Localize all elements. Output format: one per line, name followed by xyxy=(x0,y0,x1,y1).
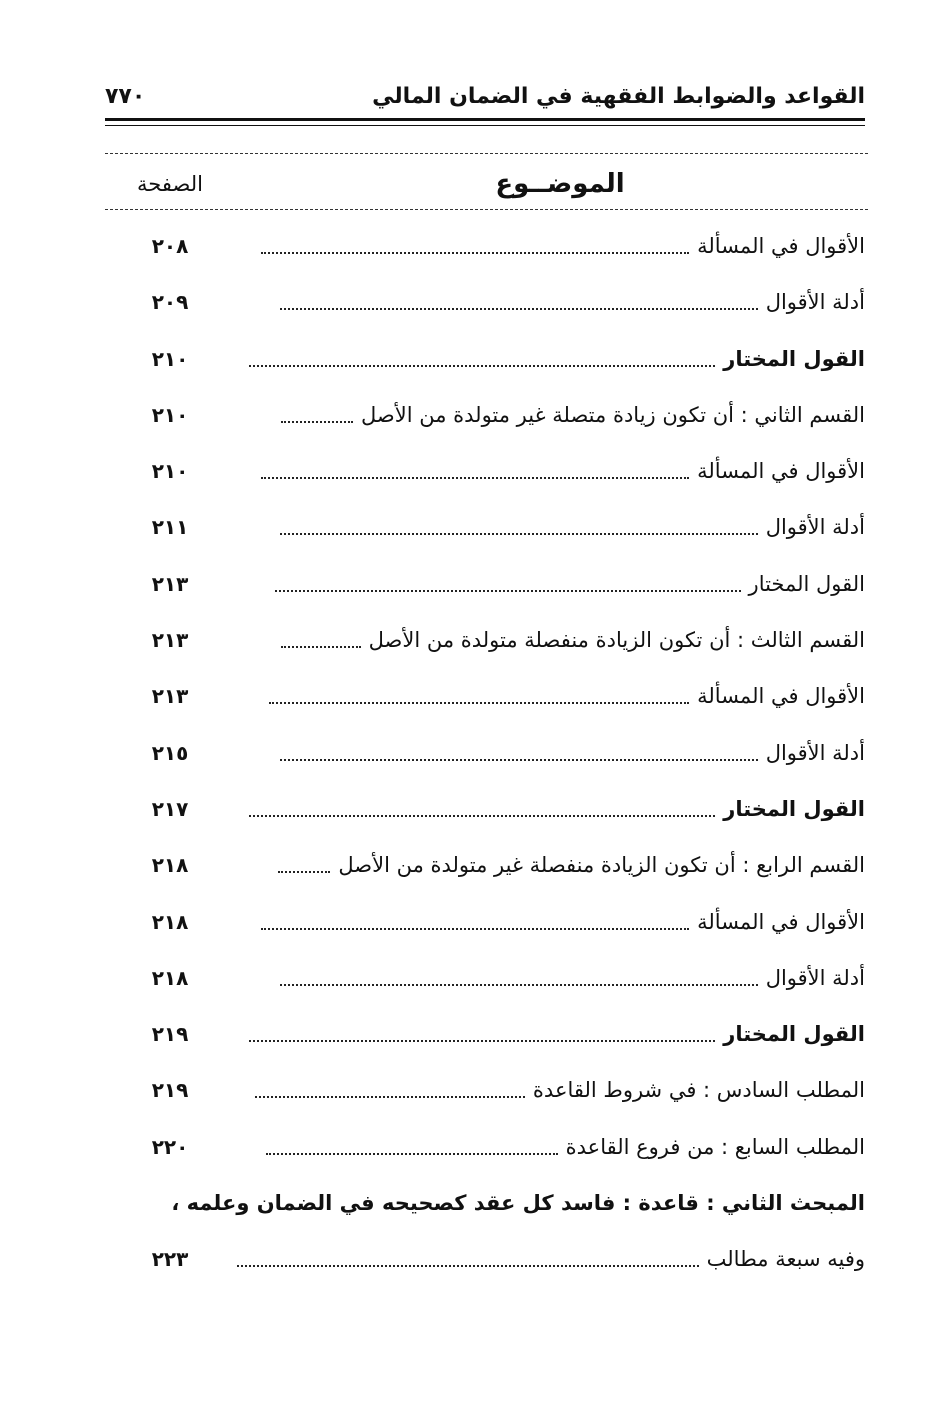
toc-entry-page: ٢٢٠ xyxy=(151,1134,189,1159)
header-rule-thick xyxy=(105,118,865,121)
toc-entry-page: ٢٠٨ xyxy=(151,234,189,258)
toc-entry-label: أدلة الأقوال xyxy=(765,740,865,765)
toc-entry-page: ٢١٨ xyxy=(151,965,189,990)
dot-leader xyxy=(249,365,715,367)
toc-row xyxy=(105,1119,865,1175)
toc-entry-page: ٢١٠ xyxy=(151,402,189,427)
toc-entry-page: ٢١٩ xyxy=(151,1078,189,1103)
toc-row xyxy=(105,218,865,274)
toc-row xyxy=(105,1175,865,1293)
dot-leader xyxy=(280,984,758,986)
toc-entry-label: القول المختار xyxy=(723,346,865,371)
dot-leader xyxy=(275,590,741,592)
toc-entry-label: الأقوال في المسألة xyxy=(697,459,865,484)
dot-leader xyxy=(278,871,330,873)
toc-row xyxy=(105,781,865,837)
dot-leader xyxy=(261,928,689,930)
toc-entry-label: الأقوال في المسألة xyxy=(697,684,865,709)
header-rule-thin xyxy=(105,125,865,126)
toc-row xyxy=(105,387,865,443)
toc-row xyxy=(105,443,865,499)
dot-leader xyxy=(266,1153,558,1155)
toc-entry-label: أدلة الأقوال xyxy=(765,290,865,315)
dot-leader xyxy=(249,1040,715,1042)
running-header xyxy=(105,80,865,114)
dot-leader xyxy=(261,477,689,479)
header-page-number: ٧٧٠ xyxy=(105,84,146,109)
toc-entry-label: القسم الرابع : أن تكون الزيادة منفصلة غير متولدة من الأصل xyxy=(338,853,865,878)
toc-entry-label: أدلة الأقوال xyxy=(765,515,865,540)
dot-leader xyxy=(261,252,689,254)
toc-entry-label-line2: وفيه سبعة مطالب xyxy=(706,1247,865,1272)
toc-entry-page: ٢١٣ xyxy=(151,628,189,653)
dot-leader xyxy=(249,815,715,817)
toc-entry-label: القول المختار xyxy=(748,571,865,596)
column-header-bottom-divider xyxy=(105,209,868,210)
toc-entry-page: ٢١٩ xyxy=(151,1022,189,1047)
toc-entry-page: ٢٢٣ xyxy=(151,1247,189,1272)
dot-leader xyxy=(269,702,689,704)
toc-row xyxy=(105,274,865,330)
dot-leader xyxy=(255,1096,525,1098)
header-title: القواعد والضوابط الفقهية في الضمان المالي xyxy=(372,84,865,109)
toc-entry-label: المطلب السابع : من فروع القاعدة xyxy=(565,1134,865,1159)
toc-entry-label: أدلة الأقوال xyxy=(765,965,865,990)
dot-leader xyxy=(237,1265,699,1267)
toc-entry-label: القول المختار xyxy=(723,1022,865,1047)
column-header-page: الصفحة xyxy=(137,172,203,196)
toc-row xyxy=(105,725,865,781)
toc-entry-page: ٢١٥ xyxy=(151,740,189,765)
toc-entry-label: القسم الثاني : أن تكون زيادة متصلة غير متولدة من الأصل xyxy=(361,402,865,427)
dot-leader xyxy=(280,759,758,761)
toc-row xyxy=(105,894,865,950)
toc-entry-page: ٢٠٩ xyxy=(151,290,189,315)
column-header-topic: الموضــوع xyxy=(495,169,625,199)
toc-entry-label: القول المختار xyxy=(723,796,865,821)
toc-entry-page: ٢١٣ xyxy=(151,571,189,596)
toc-entry-page: ٢١٨ xyxy=(151,853,189,878)
toc-row xyxy=(105,668,865,724)
dot-leader xyxy=(281,646,361,648)
toc-row xyxy=(105,499,865,555)
toc-row xyxy=(105,1006,865,1062)
toc-row xyxy=(105,837,865,893)
toc-entry-page: ٢١٠ xyxy=(151,459,189,484)
toc-entry-label: المطلب السادس : في شروط القاعدة xyxy=(532,1078,865,1103)
toc-row xyxy=(105,556,865,612)
dot-leader xyxy=(280,308,758,310)
toc-entry-label: الأقوال في المسألة xyxy=(697,234,865,258)
toc-row xyxy=(105,331,865,387)
dot-leader xyxy=(281,421,353,423)
toc-entry-page: ٢١٠ xyxy=(151,346,189,371)
table-of-contents xyxy=(105,218,865,1293)
dot-leader xyxy=(280,533,758,535)
column-header-top-divider xyxy=(105,153,868,154)
toc-row xyxy=(105,1062,865,1118)
toc-entry-page: ٢١٧ xyxy=(151,796,189,821)
toc-row xyxy=(105,612,865,668)
toc-entry-page: ٢١١ xyxy=(151,515,189,540)
toc-entry-page: ٢١٣ xyxy=(151,684,189,709)
toc-entry-label: القسم الثالث : أن تكون الزيادة منفصلة متولدة من الأصل xyxy=(368,628,865,653)
toc-entry-label-line1: المبحث الثاني : قاعدة : فاسد كل عقد كصحيحه في الضمان وعلمه ، xyxy=(171,1191,865,1216)
toc-entry-label: الأقوال في المسألة xyxy=(697,909,865,934)
toc-row xyxy=(105,950,865,1006)
toc-entry-page: ٢١٨ xyxy=(151,909,189,934)
